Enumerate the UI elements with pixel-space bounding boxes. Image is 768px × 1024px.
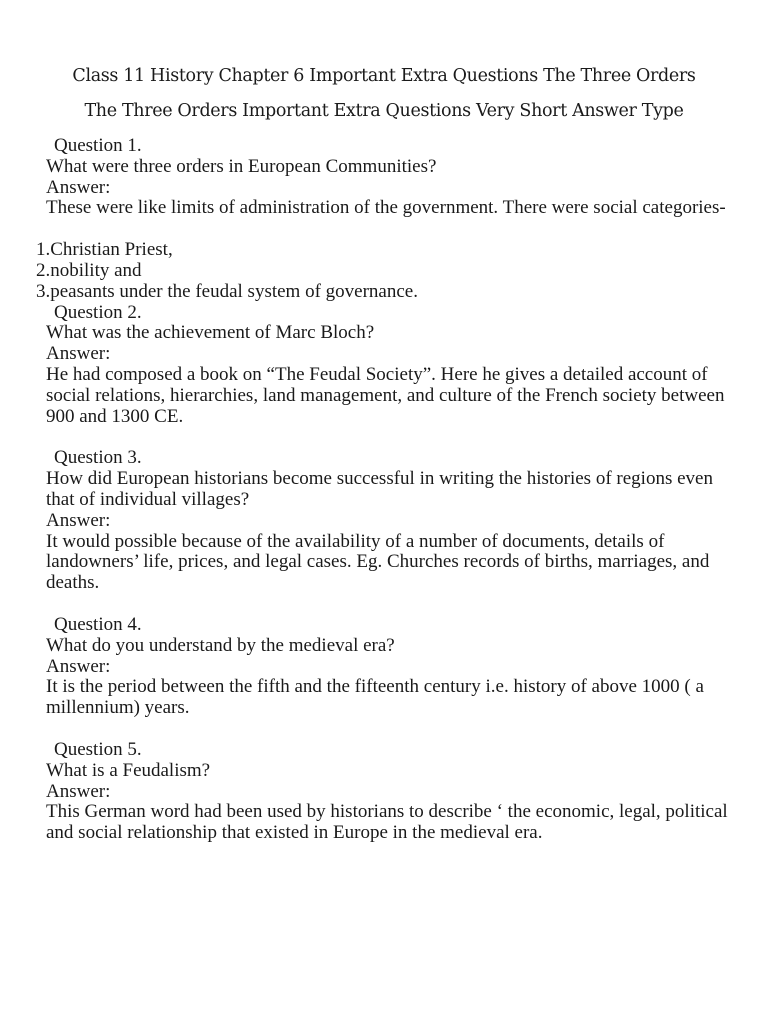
answer-text: He had composed a book on “The Feudal Society”. Here he gives a detailed account of social relations, hierarchies, land management, and culture of the French society between 900 and 1300 CE. xyxy=(46,363,725,427)
section-title: The Three Orders Important Extra Questions Very Short Answer Type xyxy=(84,101,684,121)
list-text: Christian Priest, xyxy=(50,239,173,261)
orders-list xyxy=(36,240,736,302)
list-item xyxy=(36,261,736,282)
answer-label: Answer: xyxy=(46,176,111,198)
list-text: peasants under the feudal system of governance. xyxy=(50,280,418,302)
question-label: Question 4. xyxy=(54,613,142,635)
question-text: What do you understand by the medieval era? xyxy=(46,634,395,656)
question-text: What were three orders in European Communities? xyxy=(46,155,437,177)
question-label: Question 2. xyxy=(54,301,142,323)
answer-text: These were like limits of administration of the government. There were social categories- xyxy=(46,197,726,219)
answer-label: Answer: xyxy=(46,655,111,677)
answer-label: Answer: xyxy=(46,780,111,802)
question-text: How did European historians become successful in writing the histories of regions even that of individual villages? xyxy=(46,468,713,510)
qa-item-5 xyxy=(46,740,736,844)
qa-item-1 xyxy=(36,135,736,303)
list-text: nobility and xyxy=(50,259,142,281)
list-number: 2. xyxy=(36,259,51,281)
answer-text: It would possible because of the availability of a number of documents, details of landowners’ life, prices, and legal cases. Eg. Churches records of births, marriages, and deaths. xyxy=(46,530,710,594)
list-item xyxy=(36,240,736,261)
answer-text: This German word had been used by historians to describe ‘ the economic, legal, political and social relationship that existed in Europe in the medieval era. xyxy=(46,801,728,844)
qa-item-4 xyxy=(46,615,736,719)
question-label: Question 3. xyxy=(54,447,142,469)
qa-item-3 xyxy=(46,448,736,594)
answer-label: Answer: xyxy=(46,343,111,365)
list-item xyxy=(36,282,736,303)
answer-label: Answer: xyxy=(46,509,111,531)
question-label: Question 1. xyxy=(54,135,142,156)
question-text: What is a Feudalism? xyxy=(46,759,211,781)
question-label: Question 5. xyxy=(54,738,142,760)
qa-item-2 xyxy=(46,303,736,428)
question-text: What was the achievement of Marc Bloch? xyxy=(46,322,375,344)
document-title: Class 11 History Chapter 6 Important Extra Questions The Three Orders xyxy=(72,66,696,86)
list-number: 1. xyxy=(36,239,51,261)
list-number: 3. xyxy=(36,280,51,302)
answer-text: It is the period between the fifth and the fifteenth century i.e. history of above 1000 ( a millennium) years. xyxy=(46,676,704,719)
qa-body xyxy=(36,135,736,844)
